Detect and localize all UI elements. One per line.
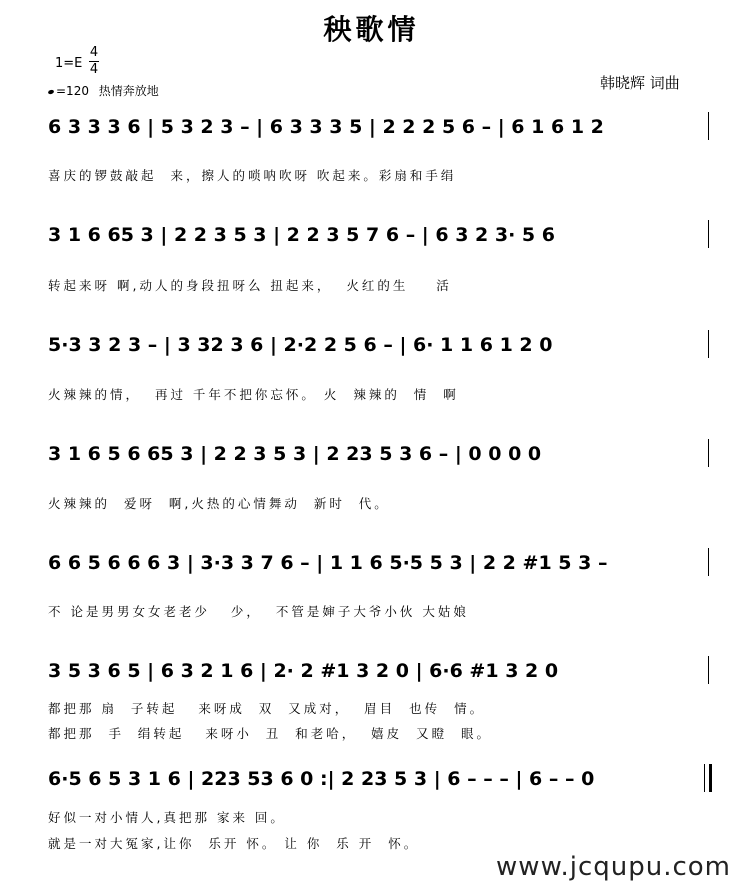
quarter-note-icon	[47, 89, 54, 95]
notation-system-4	[0, 443, 743, 473]
lyric-line: 火辣辣的情， 再过 千年不把你忘怀。 火 辣辣的 情 啊	[48, 387, 459, 402]
lyric-line: 不 论是男男女女老老少 少， 不管是婶子大爷小伙 大姑娘	[48, 604, 469, 619]
song-title: 秧歌情	[323, 13, 420, 46]
notation-line: 3 5 3 6 5 | 6 3 2 1 6 | 2· 2 #1 3 2 0 | 6·6 #1 3 2 0	[48, 660, 559, 682]
bar-line	[708, 656, 709, 684]
final-bar-line-thin	[704, 764, 705, 792]
lyric-line: 转起来呀 啊,动人的身段扭呀么 扭起来， 火红的生 活	[48, 278, 452, 293]
bar-line	[708, 112, 709, 140]
tempo-marking	[48, 82, 159, 99]
author-credit: 韩晓辉 词曲	[600, 74, 680, 92]
notation-system-2	[0, 224, 743, 254]
notation-system-5	[0, 552, 743, 582]
bar-line	[708, 330, 709, 358]
notation-system-1	[0, 116, 743, 146]
lyric-line: 好似一对小情人,真把那 家来 回。	[48, 810, 286, 825]
time-numerator: 4	[89, 45, 99, 60]
notation-line: 3 1 6 65 3 | 2 2 3 5 3 | 2 2 3 5 7 6 – | 6 3 2 3· 5 6	[48, 224, 555, 246]
time-denominator: 4	[89, 62, 99, 77]
notation-line: 6 6 5 6 6 6 3 | 3·3 3 7 6 – | 1 1 6 5·5 5 3 | 2 2 #1 5 3 –	[48, 552, 608, 574]
notation-system-6	[0, 660, 743, 690]
time-signature	[88, 45, 100, 78]
final-bar-line-thick	[709, 764, 712, 792]
notation-line: 6·5 6 5 3 1 6 | 223 53 6 0 :| 2 23 5 3 | 6 – – – | 6 – – 0	[48, 768, 595, 790]
site-watermark: www.jcqupu.com	[496, 852, 731, 882]
notation-line: 5·3 3 2 3 – | 3 32 3 6 | 2·2 2 5 6 – | 6· 1 1 6 1 2 0	[48, 334, 553, 356]
lyric-line-2: 就是一对大冤家,让你 乐开 怀。 让 你 乐 开 怀。	[48, 836, 420, 851]
bar-line	[708, 439, 709, 467]
lyric-line: 喜庆的锣鼓敲起 来，擦人的唢呐吹呀 吹起来。彩扇和手绢	[48, 168, 457, 183]
tempo-value: =120	[56, 84, 89, 98]
lyric-line-2: 都把那 手 绢转起 来呀小 丑 和老哈， 嬉皮 又瞪 眼。	[48, 726, 493, 741]
lyric-line: 火辣辣的 爱呀 啊,火热的心情舞动 新时 代。	[48, 496, 390, 511]
tempo-description: 热情奔放地	[98, 84, 159, 98]
lyric-line: 都把那 扇 子转起 来呀成 双 又成对， 眉目 也传 情。	[48, 701, 486, 716]
notation-system-7	[0, 768, 743, 798]
bar-line	[708, 220, 709, 248]
notation-system-3	[0, 334, 743, 364]
bar-line	[708, 548, 709, 576]
notation-line: 3 1 6 5 6 65 3 | 2 2 3 5 3 | 2 23 5 3 6 – | 0 0 0 0	[48, 443, 542, 465]
notation-line: 6 3 3 3 6 | 5 3 2 3 – | 6 3 3 3 5 | 2 2 2 5 6 – | 6 1 6 1 2	[48, 116, 604, 138]
key-signature: 1=E	[55, 56, 83, 71]
